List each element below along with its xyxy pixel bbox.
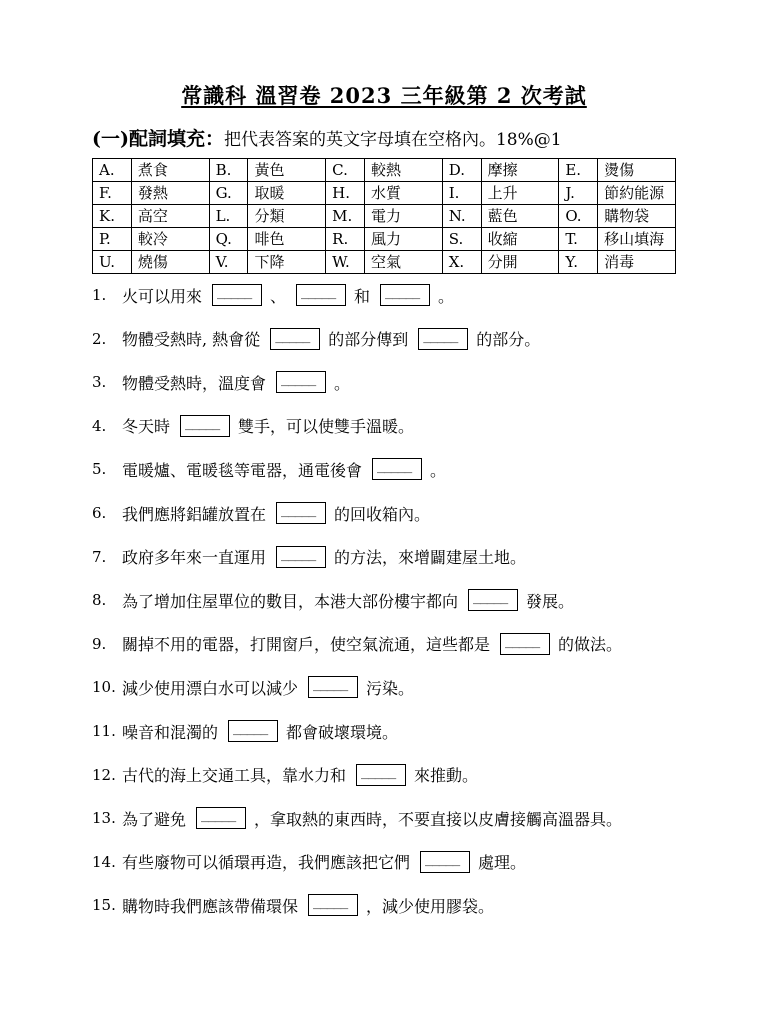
word-term: 電力 (365, 205, 443, 228)
question-number: 15. (92, 896, 116, 915)
word-term: 風力 (365, 228, 443, 251)
word-term: 節約能源 (598, 182, 676, 205)
word-term: 摩擦 (481, 159, 559, 182)
question-text: 火可以用來 (122, 286, 203, 306)
question-number: 14. (92, 852, 116, 871)
word-term: 分類 (248, 205, 326, 228)
question-text: 有些廢物可以循環再造，我們應該把它們 (122, 853, 411, 873)
word-letter: B. (209, 159, 248, 182)
question-item (92, 413, 414, 439)
answer-box[interactable] (276, 546, 326, 568)
question-item (92, 805, 622, 831)
question-text: 和 (354, 286, 371, 306)
question-item (92, 456, 446, 482)
question-item (92, 326, 540, 352)
answer-box[interactable] (228, 720, 278, 742)
word-letter: W. (326, 251, 365, 274)
word-term: 高空 (131, 205, 209, 228)
answer-box[interactable] (468, 589, 518, 611)
word-row (93, 159, 676, 182)
word-term: 燒傷 (131, 251, 209, 274)
answer-box[interactable] (196, 807, 246, 829)
question-number: 9. (92, 634, 107, 653)
answer-box[interactable] (418, 328, 468, 350)
question-item (92, 282, 454, 308)
question-text: 發展。 (526, 591, 575, 611)
question-text: 冬天時 (122, 417, 171, 437)
word-term: 發熱 (131, 182, 209, 205)
instruction-text: 把代表答案的英文字母填在空格內。18%@1 (223, 130, 562, 150)
question-text: 噪音和混濁的 (122, 722, 219, 742)
word-term: 黃色 (248, 159, 326, 182)
answer-box[interactable] (308, 676, 358, 698)
word-letter: P. (93, 228, 132, 251)
question-number: 8. (92, 591, 107, 610)
word-term: 上升 (481, 182, 559, 205)
answer-box[interactable] (276, 502, 326, 524)
word-term: 水質 (365, 182, 443, 205)
word-letter: F. (93, 182, 132, 205)
question-text: 。 (334, 373, 351, 393)
question-text: 政府多年來一直運用 (122, 548, 267, 568)
question-number: 1. (92, 286, 107, 304)
question-text: 、 (270, 286, 287, 306)
question-number: 2. (92, 329, 107, 348)
word-letter: G. (209, 182, 248, 205)
question-number: 3. (92, 373, 107, 392)
word-letter: R. (326, 228, 365, 251)
question-number: 6. (92, 504, 107, 522)
question-number: 12. (92, 765, 116, 784)
word-letter: O. (559, 205, 598, 228)
question-text: ，拿取熱的東西時，不要直接以皮膚接觸高溫器具。 (254, 809, 623, 829)
answer-box[interactable] (356, 764, 406, 786)
question-text: 來推動。 (414, 766, 479, 786)
answer-box[interactable] (420, 851, 470, 873)
word-letter: Q. (209, 228, 248, 251)
question-item (92, 892, 494, 918)
question-text: 古代的海上交通工具，靠水力和 (122, 766, 347, 786)
question-item (92, 544, 526, 570)
word-letter: E. (559, 159, 598, 182)
word-row (93, 251, 676, 274)
question-text: 污染。 (366, 678, 415, 698)
question-text: 購物時我們應該帶備環保 (122, 896, 299, 916)
word-term: 煮食 (131, 159, 209, 182)
question-number: 10. (92, 678, 116, 697)
word-term: 藍色 (481, 205, 559, 228)
word-letter: U. (93, 251, 132, 274)
question-text: 為了避免 (122, 809, 187, 829)
question-text: 的方法，來增闢建屋土地。 (334, 548, 527, 568)
question-text: 關掉不用的電器，打開窗戶，使空氣流通，這些都是 (122, 635, 491, 655)
word-row (93, 228, 676, 251)
question-text: 電暖爐、電暖毯等電器，通電後會 (122, 460, 363, 480)
word-term: 較熱 (365, 159, 443, 182)
word-letter: Y. (559, 251, 598, 274)
word-letter: S. (442, 228, 481, 251)
answer-box[interactable] (296, 284, 346, 306)
question-text: 的部分傳到 (328, 330, 409, 350)
question-text: 為了增加住屋單位的數目，本港大部份樓宇都向 (122, 591, 459, 611)
answer-box[interactable] (380, 284, 430, 306)
question-text: 。 (430, 460, 447, 480)
question-text: 的回收箱內。 (334, 504, 431, 524)
question-text: 減少使用漂白水可以減少 (122, 678, 299, 698)
answer-box[interactable] (308, 894, 358, 916)
question-text: 的做法。 (558, 635, 623, 655)
word-row (93, 205, 676, 228)
section-instruction (92, 124, 562, 151)
question-number: 5. (92, 460, 107, 479)
question-text: 物體受熱時, 熱會從 (122, 330, 261, 350)
word-letter: K. (93, 205, 132, 228)
question-text: 物體受熱時，溫度會 (122, 373, 267, 393)
page-title: 常識科 溫習卷 2023 三年級第 2 次考試 (181, 83, 587, 108)
word-letter: X. (442, 251, 481, 274)
question-number: 11. (92, 722, 116, 740)
answer-box[interactable] (372, 458, 422, 480)
word-letter: H. (326, 182, 365, 205)
word-letter: L. (209, 205, 248, 228)
answer-box[interactable] (276, 371, 326, 393)
word-term: 下降 (248, 251, 326, 274)
answer-box[interactable] (500, 633, 550, 655)
question-text: 。 (438, 286, 455, 306)
question-text: 處理。 (478, 853, 527, 873)
question-item (92, 631, 622, 657)
word-term: 收縮 (481, 228, 559, 251)
word-term: 消毒 (598, 251, 676, 274)
word-letter: N. (442, 205, 481, 228)
section-label: (一)配詞填充： (92, 128, 224, 150)
word-letter: V. (209, 251, 248, 274)
word-letter: J. (559, 182, 598, 205)
question-item (92, 849, 526, 875)
question-text: 我們應將鋁罐放置在 (122, 504, 267, 524)
word-letter: M. (326, 205, 365, 228)
answer-box[interactable] (180, 415, 230, 437)
question-text: 的部分。 (476, 330, 541, 350)
word-row (93, 182, 676, 205)
word-letter: C. (326, 159, 365, 182)
answer-box[interactable] (212, 284, 262, 306)
word-term: 移山填海 (598, 228, 676, 251)
word-term: 啡色 (248, 228, 326, 251)
question-text: 都會破壞環境。 (286, 722, 399, 742)
question-item (92, 369, 350, 395)
answer-box[interactable] (270, 328, 320, 350)
word-term: 空氣 (365, 251, 443, 274)
question-item (92, 718, 398, 744)
word-letter: I. (442, 182, 481, 205)
question-number: 13. (92, 809, 116, 828)
question-number: 4. (92, 416, 107, 435)
word-letter: A. (93, 159, 132, 182)
question-text: 雙手，可以使雙手溫暖。 (238, 417, 415, 437)
question-number: 7. (92, 547, 107, 566)
question-item (92, 587, 574, 613)
word-letter: T. (559, 228, 598, 251)
word-bank-table (92, 158, 676, 274)
word-term: 購物袋 (598, 205, 676, 228)
question-item (92, 674, 414, 700)
word-term: 取暖 (248, 182, 326, 205)
word-term: 較冷 (131, 228, 209, 251)
question-item (92, 762, 478, 788)
word-term: 燙傷 (598, 159, 676, 182)
word-letter: D. (442, 159, 481, 182)
question-text: ，減少使用膠袋。 (366, 896, 495, 916)
question-item (92, 500, 430, 526)
word-term: 分開 (481, 251, 559, 274)
